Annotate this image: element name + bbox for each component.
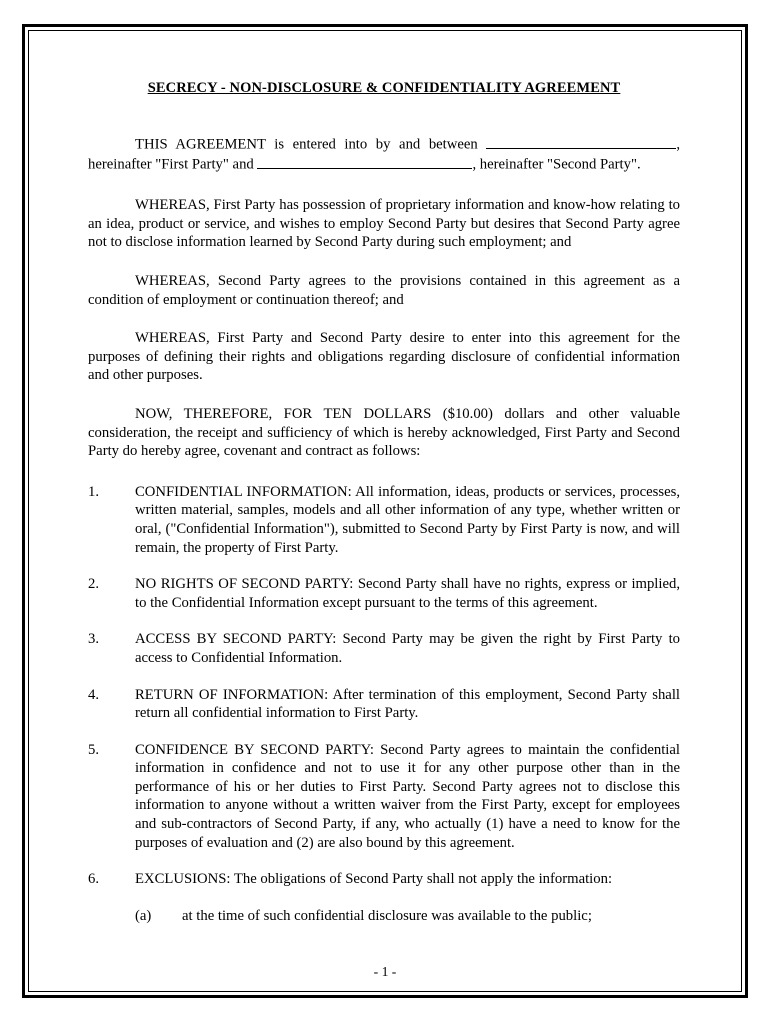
clause-number: 2. xyxy=(88,576,100,593)
clause-number: 3. xyxy=(88,631,100,648)
clause-text: CONFIDENCE BY SECOND PARTY: Second Party agrees to maintain the confidential information in confidence and not to use it for any other purpose other than in the performance of his or her duties to First Party. Second Party agrees not to disclose this information to anyone without a written waiver from the First Party, except for employees and sub-contractors of Second Party, if any, who actually (1) have a need to know for the purposes of evaluation and (2) are also bound by this agreement. xyxy=(135,741,680,851)
paragraph-now-therefore xyxy=(88,405,680,461)
subclause-text: at the time of such confidential disclosure was available to the public; xyxy=(182,907,592,924)
title-spacer xyxy=(88,97,680,134)
paragraph-whereas-1-text: WHEREAS, First Party has possession of proprietary information and know-how relating to an idea, product or service, and wishes to employ Second Party but desires that Second Party agree not to disclose information learned by Second Party during such employment; and xyxy=(88,197,680,251)
paragraph-text-c: , hereinafter "Second Party". xyxy=(472,156,641,173)
clause-text: RETURN OF INFORMATION: After termination of this employment, Second Party shall return all confidential information to First Party. xyxy=(135,686,680,722)
clause-item-2 xyxy=(88,575,680,612)
clause-item-1 xyxy=(88,483,680,557)
paragraph-whereas-2-text: WHEREAS, Second Party agrees to the provisions contained in this agreement as a condition of employment or continuation thereof; and xyxy=(88,273,680,308)
clause-text: ACCESS BY SECOND PARTY: Second Party may be given the right by First Party to access to Confidential Information. xyxy=(135,631,680,666)
clause-item-5 xyxy=(88,741,680,853)
document-body xyxy=(88,80,680,925)
clause-item-4 xyxy=(88,686,680,723)
page-number: - 1 - xyxy=(373,964,397,979)
clause-number: 4. xyxy=(88,686,100,703)
paragraph-now-therefore-text: NOW, THEREFORE, FOR TEN DOLLARS ($10.00) dollars and other valuable consideration, the receipt and sufficiency of which is hereby acknowledged, First Party and Second Party do hereby agree, covenant and contract as follows: xyxy=(88,405,680,460)
clause-item-6 xyxy=(88,870,680,889)
clause-text: CONFIDENTIAL INFORMATION: All information, ideas, products or services, processes, written material, samples, models and all other information of any type, whether written or oral, ("Confidential Information"), submitted to Second Party by First Party is now, and will remain, the property of First Party. xyxy=(135,483,680,556)
subclause-item-a xyxy=(88,907,680,926)
paragraph-text-b: , hereinafter "First Party" and xyxy=(88,136,680,173)
second-party-blank[interactable] xyxy=(257,154,472,169)
paragraph-whereas-2 xyxy=(88,272,680,309)
clause-number: 5. xyxy=(88,741,100,758)
clause-number: 6. xyxy=(88,871,100,888)
paragraph-whereas-3 xyxy=(88,329,680,385)
paragraph-text-a: is entered into by and between xyxy=(265,136,487,153)
subclause-number: (a) xyxy=(135,907,152,924)
lead-phrase-this-agreement: THIS AGREEMENT xyxy=(135,136,266,153)
clause-list xyxy=(88,483,680,926)
page-title: SECRECY - NON-DISCLOSURE & CONFIDENTIALITY AGREEMENT xyxy=(147,80,621,96)
paragraph-whereas-3-text: WHEREAS, First Party and Second Party desire to enter into this agreement for the purposes of defining their rights and obligations regarding disclosure of confidential information and other purposes. xyxy=(88,330,680,384)
paragraph-this-agreement xyxy=(88,134,680,174)
first-party-blank[interactable] xyxy=(486,134,676,149)
clause-number: 1. xyxy=(88,483,100,500)
clause-item-3 xyxy=(88,630,680,667)
clause-text: EXCLUSIONS: The obligations of Second Party shall not apply the information: xyxy=(135,871,613,888)
clause-text: NO RIGHTS OF SECOND PARTY: Second Party shall have no rights, express or implied, to the Confidential Information except pursuant to the terms of this agreement. xyxy=(135,576,680,611)
paragraph-whereas-1 xyxy=(88,196,680,252)
